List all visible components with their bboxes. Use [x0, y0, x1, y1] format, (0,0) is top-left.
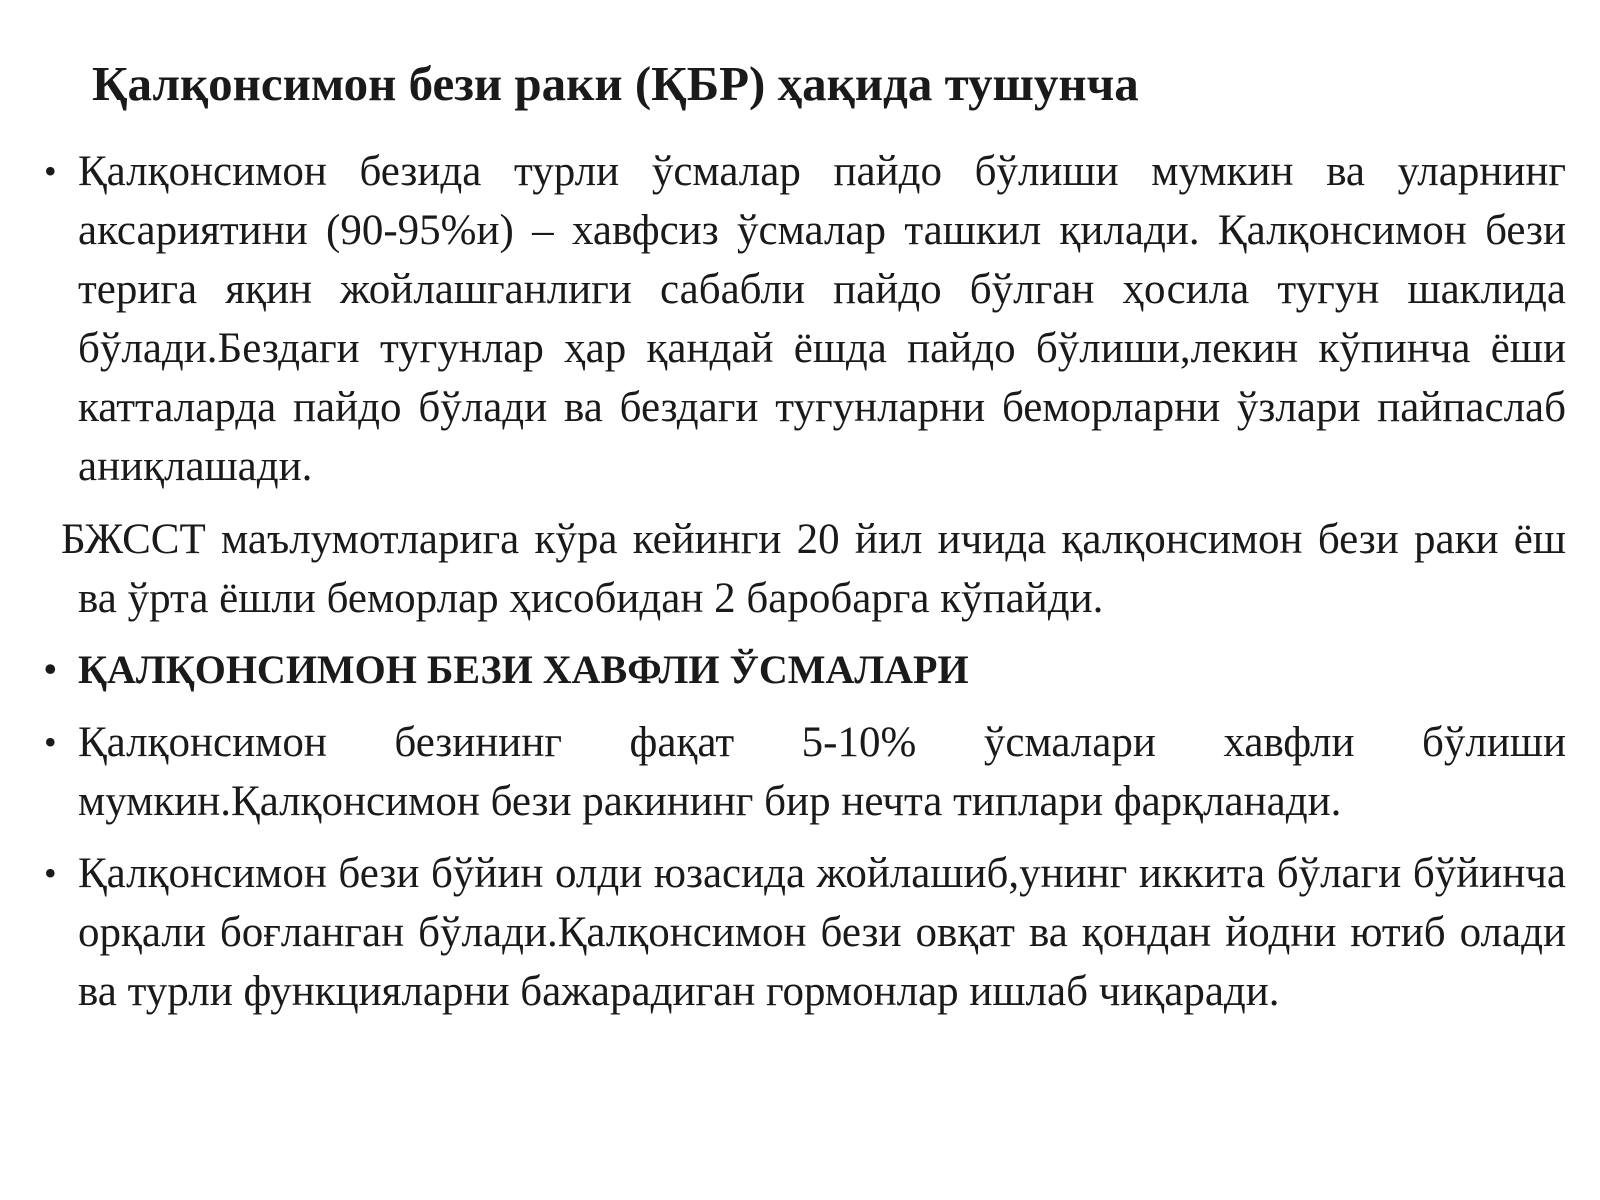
paragraph-who-data	[44, 510, 1566, 628]
bullet-item-heading	[44, 640, 1566, 699]
bullet-item-anatomy-function	[44, 844, 1566, 1021]
bullet-item-malignant-share	[44, 713, 1566, 831]
bullet-icon: •	[44, 853, 57, 893]
paragraph-text: БЖССТ маълумотларига кўра кейинги 20 йил ичида қалқонсимон бези раки ёш ва ўрта ёшли беморлар ҳисобидан 2 баробарга кўпайди.	[61, 516, 1566, 622]
section-heading: ҚАЛҚОНСИМОН БЕЗИ ХАВФЛИ ЎСМАЛАРИ	[78, 647, 969, 692]
paragraph-text: Қалқонсимон бези бўйин олди юзасида жойлашиб,унинг иккита бўлаги бўйинча орқали боғланган бўлади.Қалқонсимон бези овқат ва қондан йодни ютиб олади ва турли функцияларни бажарадиган гормонлар ишлаб чиқаради.	[78, 850, 1566, 1015]
bullet-item-tumors-overview	[44, 142, 1566, 496]
bullet-icon: •	[44, 722, 57, 762]
slide-title: Қалқонсимон бези раки (ҚБР) ҳақида тушунча	[92, 56, 1139, 111]
paragraph-text: Қалқонсимон безида турли ўсмалар пайдо бўлиши мумкин ва уларнинг аксариятини (90-95%и) – хавфсиз ўсмалар ташкил қилади. Қалқонсимон бези терига яқин жойлашганлиги сабабли пайдо бўлган ҳосила тугун шаклида бўлади.Бездаги тугунлар ҳар қандай ёшда пайдо бўлиши,лекин кўпинча ёши катталарда пайдо бўлади ва бездаги тугунларни беморларни ўзлари пайпаслаб аниқлашади.	[78, 148, 1566, 490]
slide-body	[44, 142, 1566, 1021]
bullet-icon: •	[44, 649, 57, 689]
bullet-icon: •	[44, 151, 57, 191]
paragraph-text: Қалқонсимон безининг фақат 5-10% ўсмалари хавфли бўлиши мумкин.Қалқонсимон бези ракининг бир нечта типлари фарқланади.	[78, 719, 1566, 825]
